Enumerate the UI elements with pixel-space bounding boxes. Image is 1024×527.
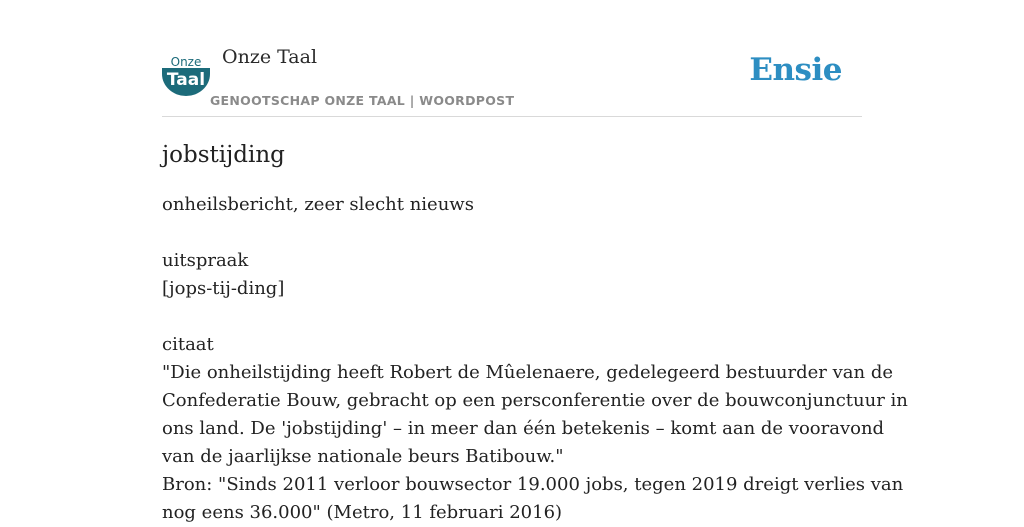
- brand-name[interactable]: Onze Taal: [222, 46, 318, 68]
- quote-source: nog eens 36.000" (Metro, 11 februari 2016): [162, 502, 563, 523]
- spacer: [162, 303, 864, 331]
- ensie-logo-link[interactable]: Ensie: [749, 52, 842, 88]
- entry-content: [162, 138, 908, 527]
- entry-body: [162, 191, 908, 527]
- quote-line: van de jaarlijkse nationale beurs Batibouw.": [162, 446, 564, 467]
- quote-source: Bron: "Sinds 2011 verloor bouwsector 19.000 jobs, tegen 2019 dreigt verlies van: [162, 474, 904, 495]
- logo-bottom-text: Taal: [166, 70, 206, 90]
- logo-top-text: Onze: [170, 55, 202, 69]
- pronunciation-value: [jops-tij-ding]: [162, 278, 285, 299]
- onze-taal-logo-icon[interactable]: [162, 54, 210, 96]
- brand-subtitle[interactable]: GENOOTSCHAP ONZE TAAL | WOORDPOST: [210, 93, 515, 108]
- quote-line: Confederatie Bouw, gebracht op een persconferentie over de bouwconjunctuur in: [162, 390, 908, 411]
- entry-term: jobstijding: [162, 142, 285, 168]
- quote-line: ons land. De 'jobstijding' – in meer dan één betekenis – komt aan de vooravond: [162, 418, 885, 439]
- pronunciation-label: uitspraak: [162, 250, 249, 271]
- quote-line: "Die onheilstijding heeft Robert de Mûelenaere, gedelegeerd bestuurder van de: [162, 362, 894, 383]
- entry-definition: onheilsbericht, zeer slecht nieuws: [162, 194, 474, 215]
- spacer: [162, 219, 864, 247]
- quote-label: citaat: [162, 334, 214, 355]
- site-header: [162, 44, 862, 117]
